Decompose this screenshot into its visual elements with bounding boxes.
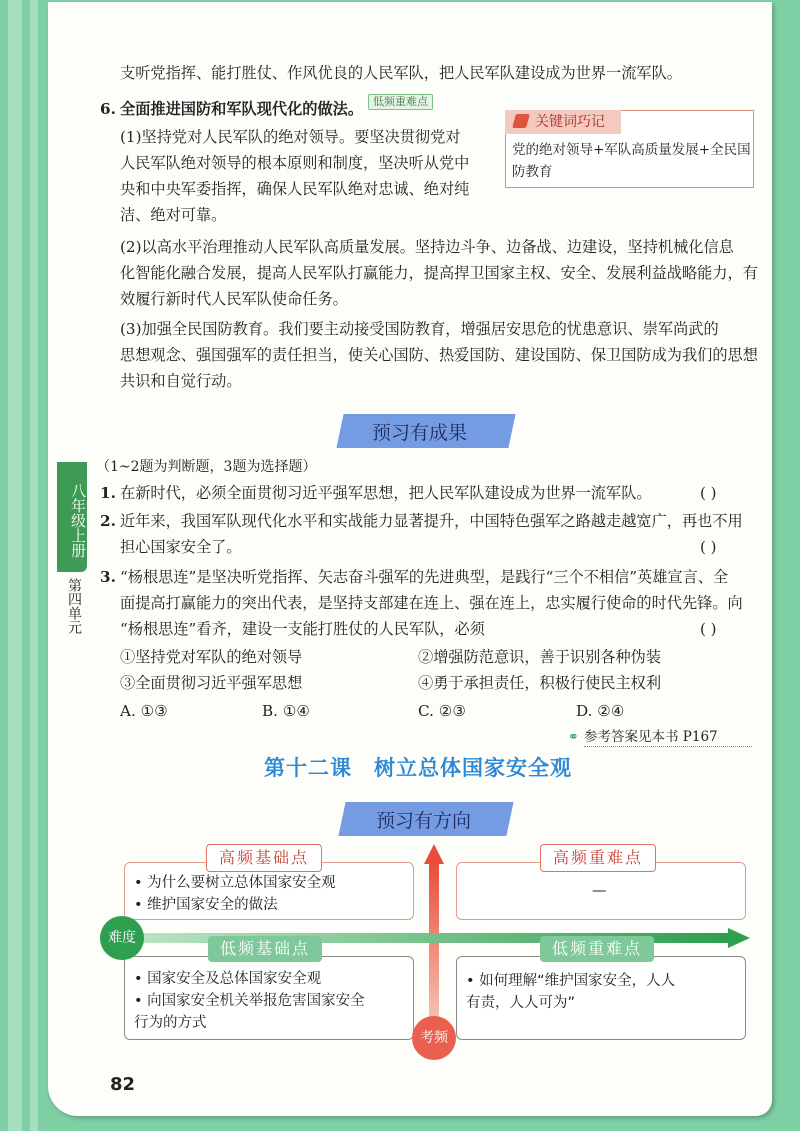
question-2-line: 近年来，我国军队现代化水平和实战能力显著提升，中国特色强军之路越走越宽广，再也不用: [120, 512, 743, 530]
high-basic-item: • 为什么要树立总体国家安全观: [134, 875, 336, 891]
low-hard-item: 有责，人人可为”: [466, 995, 576, 1011]
choice-b[interactable]: B. ①④: [262, 702, 311, 720]
choice-d[interactable]: D. ②④: [576, 702, 625, 720]
paragraph-1-line: 人民军队绝对领导的根本原则和制度，坚决听从党中: [120, 154, 470, 172]
question-3-number: 3.: [100, 568, 116, 586]
paragraph-2-line: 化智能化融合发展，提高人民军队打赢能力，提高捍卫国家主权、安全、发展利益战略能力，有: [120, 264, 758, 282]
frequency-axis-label: 考频: [412, 1016, 456, 1060]
section-result-title: 预习有成果: [372, 422, 468, 444]
low-hard-label: 低频重难点: [540, 936, 654, 962]
low-basic-item: 行为的方式: [134, 1015, 207, 1031]
question-1-number: 1.: [100, 484, 116, 502]
choice-c[interactable]: C. ②③: [418, 702, 466, 720]
option-item: ③全面贯彻习近平强军思想: [120, 674, 303, 692]
paragraph-2-line: (2)以高水平治理推动人民军队高质量发展。坚持边斗争、边备战、边建设，坚持机械化信息: [120, 238, 734, 256]
horizontal-axis-arrow: [728, 928, 750, 948]
section-direction-title: 预习有方向: [376, 810, 472, 832]
answer-blank[interactable]: ( ): [700, 484, 717, 502]
question-2-line: 担心国家安全了。: [120, 538, 242, 556]
option-item: ②增强防范意识，善于识别各种伪装: [418, 648, 661, 666]
question-3-line: “杨根思连”看齐，建设一支能打胜仗的人民军队，必须: [120, 620, 485, 638]
grade-side-tab: 八年级上册: [57, 462, 87, 572]
high-hard-item: —: [592, 883, 607, 899]
paragraph-1-line: (1)坚持党对人民军队的绝对领导。要坚决贯彻党对: [120, 128, 461, 146]
unit-side-label: 第四单元: [66, 578, 82, 634]
choice-a[interactable]: A. ①③: [120, 702, 168, 720]
paragraph-2-line: 效履行新时代人民军队使命任务。: [120, 290, 348, 308]
answer-blank[interactable]: ( ): [700, 538, 717, 556]
high-basic-label: 高频基础点: [206, 844, 322, 872]
section-6-number: 6.: [100, 100, 116, 118]
exercise-note: （1~2题为判断题，3题为选择题）: [96, 459, 317, 475]
paragraph-3-line: (3)加强全民国防教育。我们要主动接受国防教育，增强居安思危的忧患意识、崇军尚武的: [120, 320, 719, 338]
question-1-text: 在新时代，必须全面贯彻习近平强军思想，把人民军队建设成为世界一流军队。: [120, 484, 652, 502]
low-basic-item: • 向国家安全机关举报危害国家安全: [134, 993, 365, 1009]
paragraph-3-line: 共识和自觉行动。: [120, 372, 242, 390]
option-item: ④勇于承担责任，积极行使民主权利: [418, 674, 661, 692]
low-basic-label: 低频基础点: [208, 936, 322, 962]
page-number: 82: [110, 1074, 136, 1095]
question-2-number: 2.: [100, 512, 116, 530]
section-6-title: 全面推进国防和军队现代化的做法。: [120, 100, 363, 118]
low-hard-item: • 如何理解“维护国家安全，人人: [466, 973, 676, 989]
continuation-line: 支听党指挥、能打胜仗、作风优良的人民军队，把人民军队建设成为世界一流军队。: [120, 64, 682, 82]
option-item: ①坚持党对军队的绝对领导: [120, 648, 303, 666]
keyword-memo-text: 党的绝对领导+军队高质量发展+全民国防教育: [512, 142, 751, 180]
question-3-line: 面提高打赢能力的突出代表，是坚持支部建在连上、强在连上，忠实履行使命的时代先锋。向: [120, 594, 743, 612]
paragraph-1-line: 洁、绝对可靠。: [120, 206, 227, 224]
answer-reference[interactable]: 参考答案见本书 P167: [584, 729, 718, 745]
keyword-memo-title: 关键词巧记: [535, 114, 605, 130]
low-basic-item: • 国家安全及总体国家安全观: [134, 971, 322, 987]
frequency-tag: 低频重难点: [368, 94, 433, 110]
high-hard-label: 高频重难点: [540, 844, 656, 872]
lesson-title: 第十二课 树立总体国家安全观: [264, 755, 572, 780]
paragraph-3-line: 思想观念、强国强军的责任担当，使关心国防、热爱国防、建设国防、保卫国防成为我们的思想: [120, 346, 758, 364]
difficulty-axis-label: 难度: [100, 916, 144, 960]
vertical-axis-arrow: [424, 844, 444, 864]
high-basic-item: • 维护国家安全的做法: [134, 897, 278, 913]
link-icon: ⚭: [568, 730, 579, 745]
question-3-line: “杨根思连”是坚决听党指挥、矢志奋斗强军的先进典型，是践行“三个不相信”英雄宣言、全: [120, 568, 729, 586]
vertical-axis: [429, 862, 439, 1028]
answer-blank[interactable]: ( ): [700, 620, 717, 638]
paragraph-1-line: 央和中央军委指挥，确保人民军队绝对忠诚、绝对纯: [120, 180, 470, 198]
